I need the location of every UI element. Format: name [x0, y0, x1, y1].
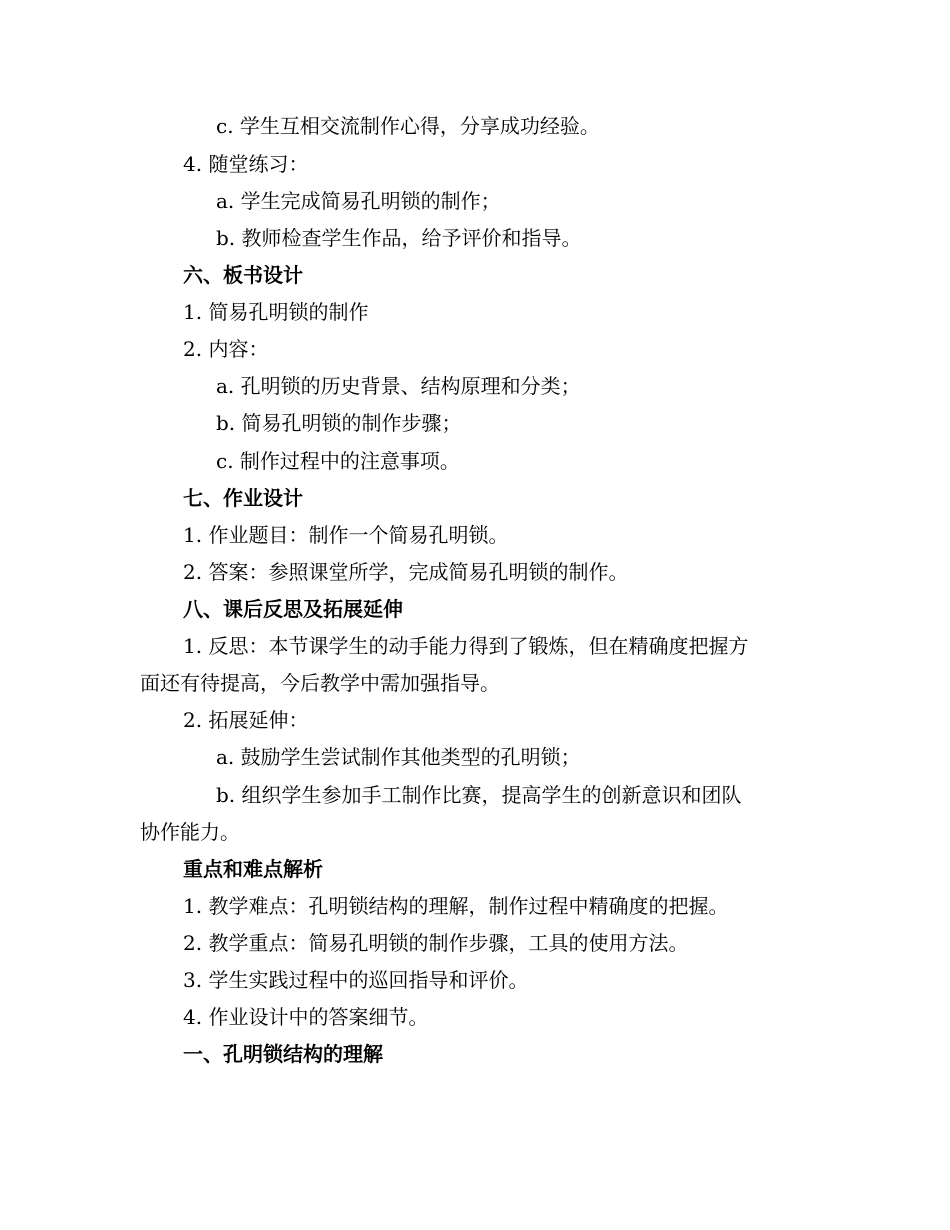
- list-item: b. 教师检查学生作品，给予评价和指导。: [216, 226, 582, 250]
- list-item: 2. 答案：参照课堂所学，完成简易孔明锁的制作。: [183, 560, 629, 584]
- list-item: 2. 教学重点：简易孔明锁的制作步骤，工具的使用方法。: [183, 931, 689, 955]
- list-item: a. 鼓励学生尝试制作其他类型的孔明锁；: [216, 745, 581, 769]
- paragraph-line: b. 组织学生参加手工制作比赛，提高学生的创新意识和团队: [216, 783, 742, 807]
- section-heading: 重点和难点解析: [183, 857, 323, 881]
- list-item: c. 制作过程中的注意事项。: [216, 449, 460, 473]
- list-item: 1. 教学难点：孔明锁结构的理解，制作过程中精确度的把握。: [183, 894, 729, 918]
- list-item: 4. 作业设计中的答案细节。: [183, 1005, 429, 1029]
- list-item: 1. 作业题目：制作一个简易孔明锁。: [183, 523, 509, 547]
- section-heading: 七、作业设计: [183, 486, 303, 510]
- list-item: 4. 随堂练习：: [183, 152, 309, 176]
- paragraph-line: 协作能力。: [140, 820, 240, 844]
- list-item: 3. 学生实践过程中的巡回指导和评价。: [183, 968, 529, 992]
- list-item: 2. 内容：: [183, 337, 269, 361]
- list-item: c. 学生互相交流制作心得，分享成功经验。: [216, 114, 600, 138]
- list-item: a. 孔明锁的历史背景、结构原理和分类；: [216, 374, 581, 398]
- section-heading: 一、孔明锁结构的理解: [183, 1042, 383, 1066]
- list-item: 1. 简易孔明锁的制作: [183, 300, 369, 324]
- paragraph-line: 面还有待提高，今后教学中需加强指导。: [140, 671, 500, 695]
- paragraph-line: 1. 反思：本节课学生的动手能力得到了锻炼，但在精确度把握方: [183, 634, 749, 658]
- list-item: 2. 拓展延伸：: [183, 708, 309, 732]
- list-item: b. 简易孔明锁的制作步骤；: [216, 411, 462, 435]
- list-item: a. 学生完成简易孔明锁的制作；: [216, 189, 501, 213]
- section-heading: 八、课后反思及拓展延伸: [183, 597, 403, 621]
- section-heading: 六、板书设计: [183, 263, 303, 287]
